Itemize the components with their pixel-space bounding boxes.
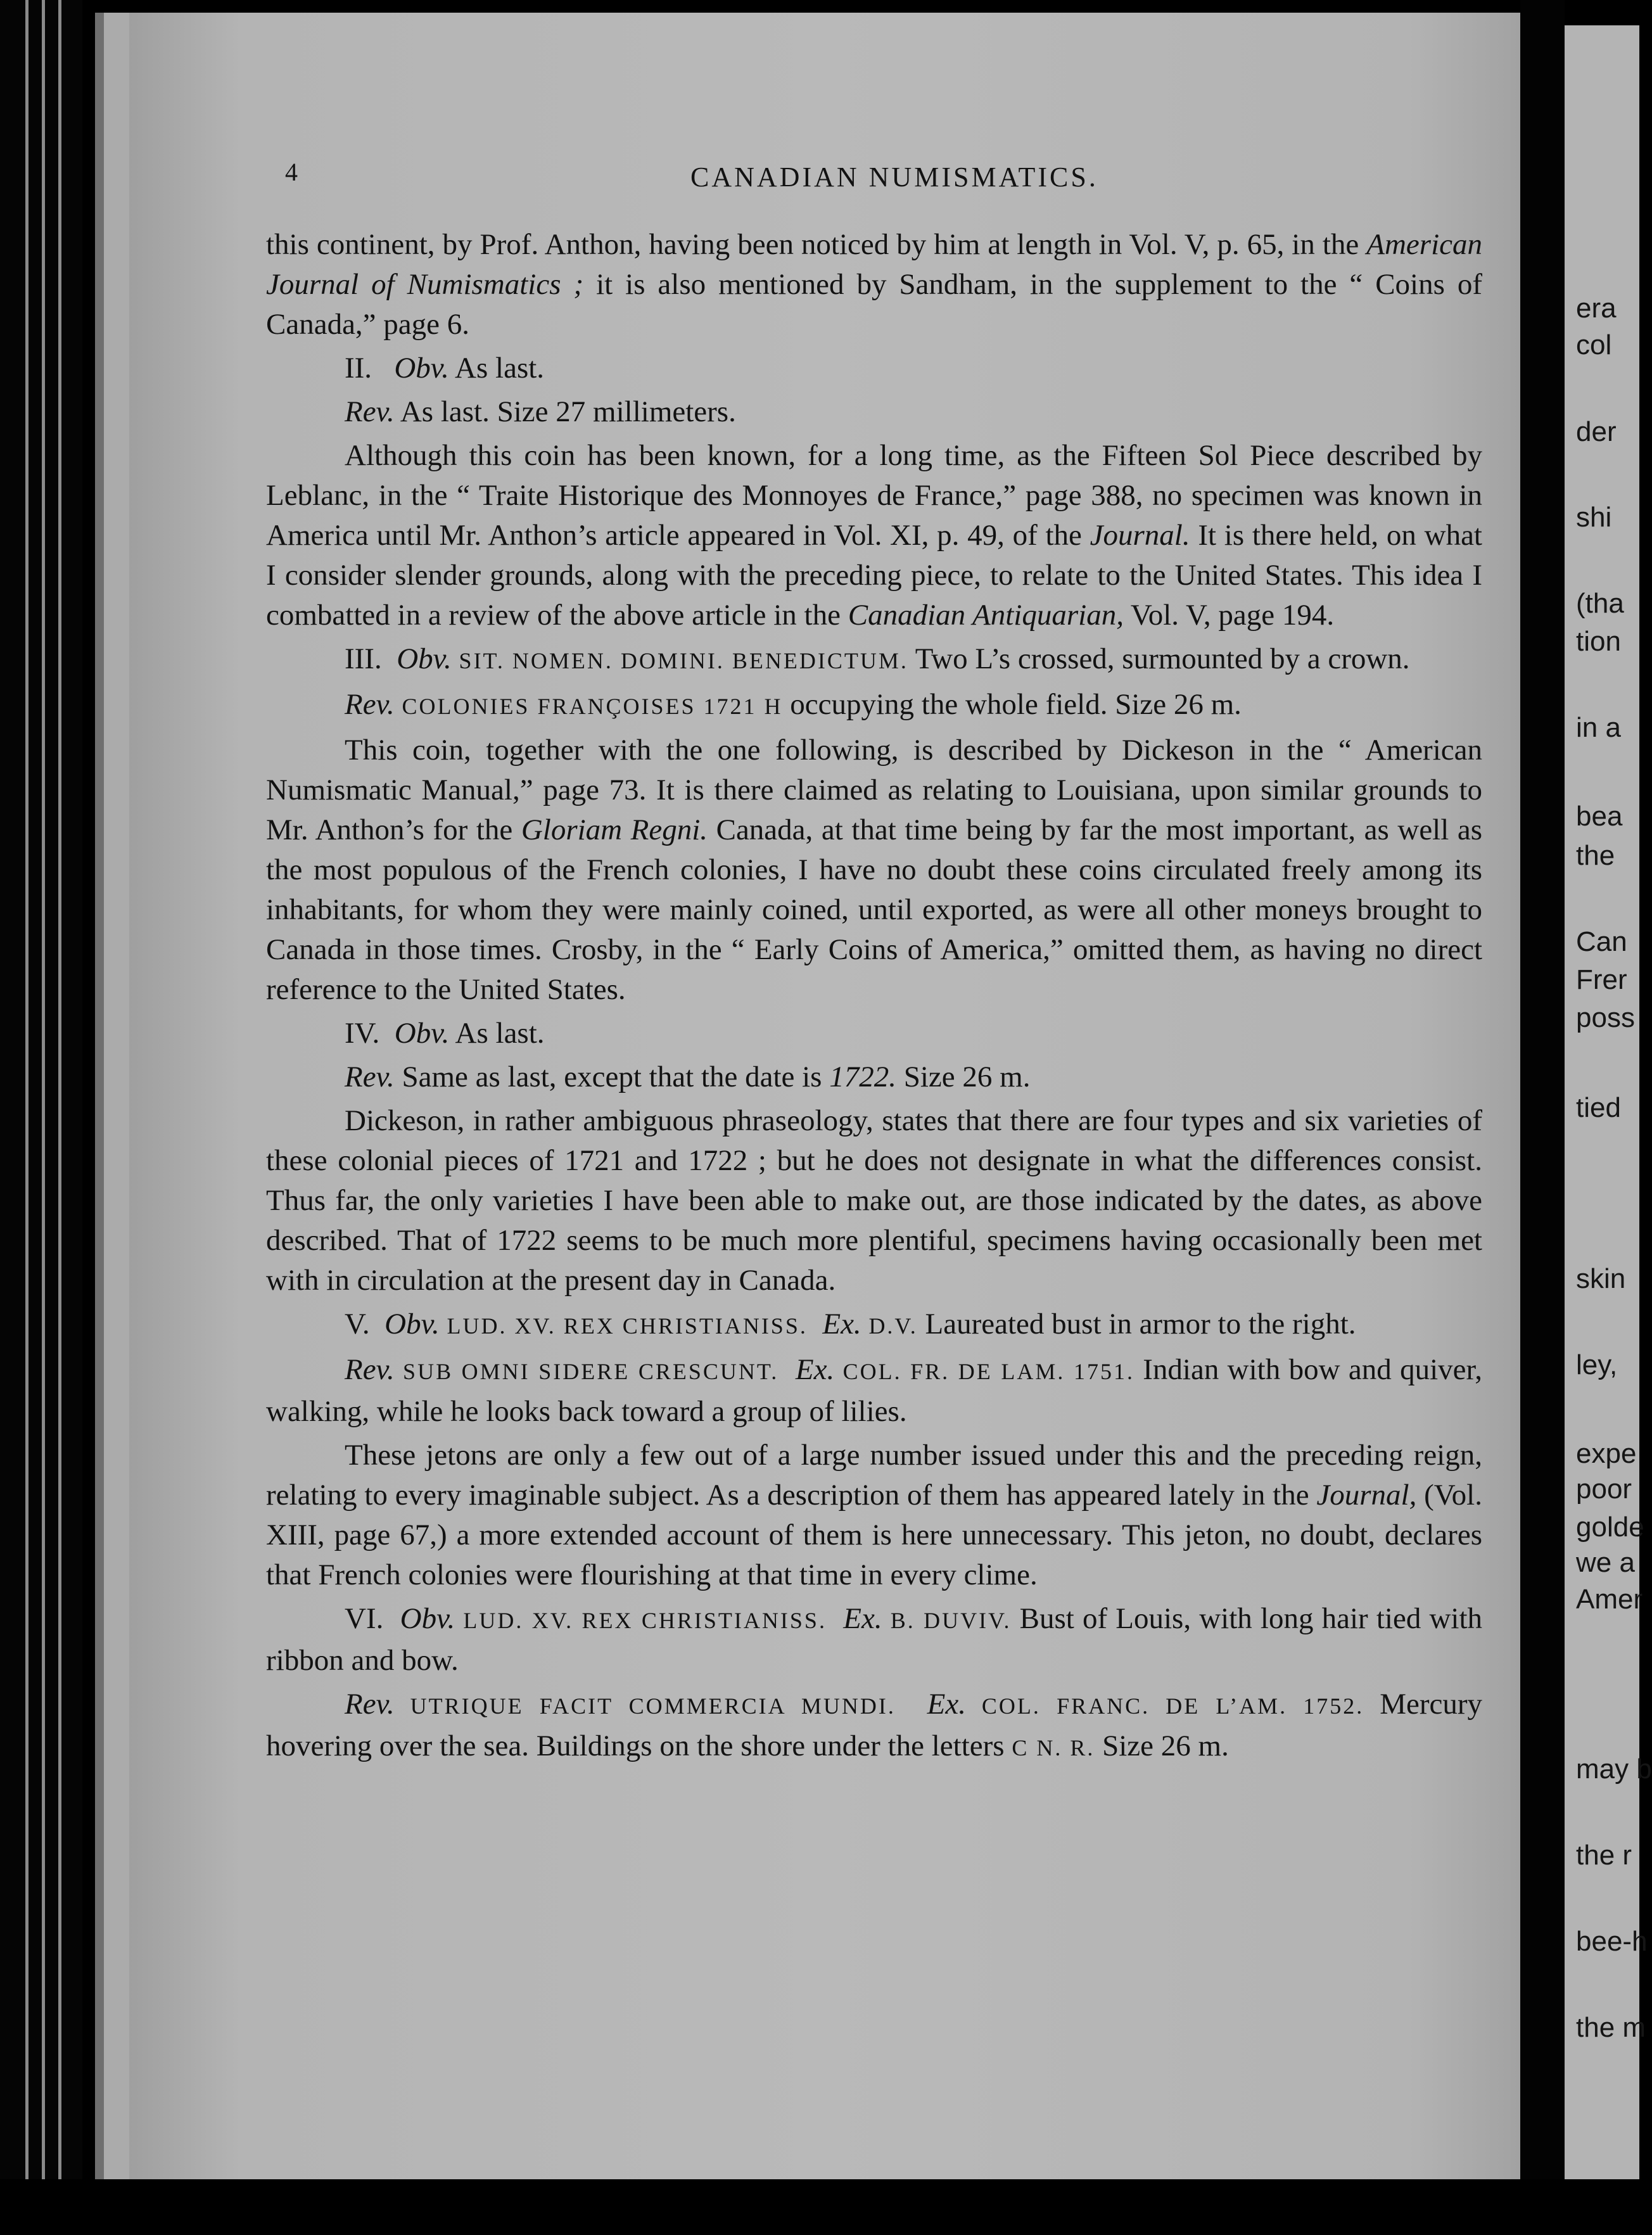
exergue-label: Ex.: [927, 1688, 966, 1721]
right-fragment: expe: [1576, 1438, 1637, 1469]
coin-date: 1722.: [829, 1060, 896, 1093]
text-run: (Vol. XIII, page 67,) a more extended account of them is here unnecessary. This jeton, no doubt, declares that French colonies were flourishing at that time in every clime.: [266, 1479, 1482, 1591]
entry-iii-reverse: [266, 685, 1482, 727]
paragraph-jetons: [266, 1436, 1482, 1595]
right-fragment: skin: [1576, 1263, 1626, 1294]
right-fragment: tion: [1576, 626, 1621, 657]
right-fragment: era: [1576, 293, 1617, 324]
obverse-label: Obv.: [400, 1602, 455, 1635]
entry-description: Bust of Louis, with long hair tied with ribbon and bow.: [266, 1602, 1483, 1677]
entry-description: Two L’s crossed, surmounted by a crown.: [908, 642, 1410, 675]
right-fragment: the m: [1576, 2012, 1646, 2043]
right-fragment: shi: [1576, 502, 1612, 533]
entry-description: Same as last, except that the date is: [394, 1060, 830, 1093]
text-run: Although this coin has been known, for a long time, as the Fifteen Sol Piece described by Leblanc, in the “ Traite Historique des Monnoyes de France,” page 388, no specimen was known in America until Mr. Anthon’s article appeared in Vol. XI, p. 49, of the: [266, 439, 1482, 552]
right-fragment: bee-h: [1576, 1926, 1648, 1957]
coin-legend: C N. R.: [1012, 1735, 1095, 1761]
reverse-label: Rev.: [345, 1060, 395, 1093]
right-fragment: Can: [1576, 926, 1627, 957]
entry-ii-obverse: [266, 348, 1482, 388]
obverse-label: Obv.: [384, 1308, 440, 1340]
right-fragment: may b: [1576, 1754, 1652, 1785]
entry-iv-reverse: [266, 1057, 1482, 1097]
reverse-label: Rev.: [345, 1688, 395, 1721]
reverse-label: Rev.: [345, 395, 395, 428]
article-body: [266, 225, 1482, 1768]
reverse-label: Rev.: [345, 688, 395, 721]
coin-legend: SUB OMNI SIDERE CRESCUNT.: [403, 1359, 779, 1384]
journal-title: Journal.: [1090, 519, 1190, 552]
entry-description: Laureated bust in armor to the right.: [917, 1308, 1356, 1340]
text-run: this continent, by Prof. Anthon, having been noticed by him at length in Vol. V, p. 65, in the: [266, 228, 1367, 261]
entry-number: VI.: [345, 1602, 384, 1635]
latin-phrase: Gloriam Regni.: [521, 813, 708, 846]
entry-v-obverse: [266, 1304, 1482, 1346]
right-fragment: the r: [1576, 1840, 1632, 1871]
entry-description: Size 26 m.: [896, 1060, 1031, 1093]
text-run: Vol. V, page 194.: [1123, 599, 1335, 632]
exergue-legend: D.V.: [868, 1313, 918, 1339]
coin-legend: UTRIQUE FACIT COMMERCIA MUNDI.: [410, 1693, 896, 1719]
binding-line: [42, 0, 45, 2235]
entry-number: II.: [345, 352, 372, 385]
text-run: Canada, at that time being by far the most important, as well as the most populous of the French colonies, I have no doubt these coins circulated freely among its inhabitants, for whom they were mainly coined, until exported, as were all other moneys brought to Canada in those times. Crosby, in the “ Early Coins of America,” omitted them, as having no direct reference to the United States.: [266, 813, 1483, 1006]
book-binding-edge: [0, 0, 82, 2235]
reverse-label: Rev.: [345, 1353, 395, 1386]
paragraph-continuation: [266, 225, 1482, 345]
right-fragment: Frer: [1576, 964, 1627, 995]
entry-number: V.: [345, 1308, 370, 1340]
entry-iv-obverse: [266, 1014, 1482, 1054]
exergue-label: Ex.: [843, 1602, 882, 1635]
coin-legend: LUD. XV. REX CHRISTIANISS.: [447, 1313, 808, 1339]
entry-description: As last.: [448, 352, 545, 385]
right-fragment: der: [1576, 416, 1617, 447]
right-fragment: ley,: [1576, 1349, 1618, 1380]
entry-description: occupying the whole field. Size 26 m.: [782, 688, 1242, 721]
exergue-label: Ex.: [795, 1353, 835, 1386]
entry-description: Mercury hovering over the sea. Buildings on the shore under the letters: [266, 1688, 1483, 1762]
right-fragment: we a: [1576, 1547, 1635, 1578]
entry-vi-obverse: [266, 1599, 1482, 1681]
right-fragment: golde: [1576, 1512, 1644, 1543]
entry-description: Size 26 m.: [1095, 1729, 1229, 1762]
journal-title: American Journal of Numismatics ;: [266, 228, 1482, 301]
exergue-label: Ex.: [822, 1308, 861, 1340]
paragraph-fifteen-sol: [266, 436, 1482, 635]
text-run: Dickeson, in rather ambiguous phraseology, states that there are four types and six varieties of these colonial pieces of 1721 and 1722 ; but he does not designate in what the differences consist. Thus far, the only varieties I have been able to make out, are those indicated by the dates, as above described. That of 1722 seems to be much more plentiful, specimens having occasionally been met with in circulation at the present day in Canada.: [266, 1104, 1482, 1297]
entry-number: IV.: [345, 1017, 380, 1050]
entry-vi-reverse: [266, 1684, 1482, 1768]
page-header: [285, 157, 1489, 201]
coin-legend: SIT. NOMEN. DOMINI. BENEDICTUM.: [459, 648, 908, 673]
coin-legend: COLONIES FRANÇOISES 1721 H: [402, 694, 783, 719]
exergue-legend: COL. FRANC. DE L’AM. 1752.: [981, 1693, 1364, 1719]
journal-title: Canadian Antiquarian,: [848, 599, 1124, 632]
right-fragment: Amer: [1576, 1584, 1643, 1615]
text-run: It is there held, on what I consider slender grounds, along with the preceding piece, to relate to the United States. This idea I combatted in a review of the above article in the: [266, 519, 1482, 632]
right-fragment: bea: [1576, 801, 1623, 832]
paragraph-dickeson-louisiana: [266, 730, 1482, 1010]
exergue-legend: COL. FR. DE LAM. 1751.: [842, 1359, 1134, 1384]
obverse-label: Obv.: [394, 1017, 450, 1050]
text-run: These jetons are only a few out of a large number issued under this and the preceding reign, relating to every imaginable subject. As a description of them has appeared lately in the: [266, 1439, 1482, 1512]
entry-v-reverse: [266, 1350, 1482, 1432]
obverse-label: Obv.: [394, 352, 449, 385]
entry-iii-obverse: [266, 639, 1482, 681]
paragraph-dickeson-varieties: [266, 1101, 1482, 1301]
right-fragment: the: [1576, 840, 1615, 871]
obverse-label: Obv.: [397, 642, 452, 675]
right-fragment: col: [1576, 329, 1612, 360]
right-page-text-fragments: [1576, 0, 1652, 2235]
scan-bottom-edge: [0, 2179, 1639, 2235]
running-head: CANADIAN NUMISMATICS.: [690, 162, 1098, 193]
book-gutter: [1520, 0, 1565, 2235]
exergue-legend: B. DUVIV.: [890, 1608, 1012, 1633]
right-fragment: poss: [1576, 1002, 1635, 1033]
entry-number: III.: [345, 642, 382, 675]
coin-legend: LUD. XV. REX CHRISTIANISS.: [463, 1608, 827, 1633]
right-fragment: poor: [1576, 1474, 1632, 1505]
page-number: 4: [285, 158, 298, 186]
binding-line: [25, 0, 29, 2235]
entry-ii-reverse: [266, 392, 1482, 432]
right-fragment: tied: [1576, 1092, 1621, 1123]
right-fragment: in a: [1576, 712, 1621, 743]
journal-title: Journal,: [1316, 1479, 1417, 1512]
right-fragment: (tha: [1576, 588, 1624, 619]
entry-description: As last. Size 27 millimeters.: [394, 395, 736, 428]
text-run: it is also mentioned by Sandham, in the supplement to the “ Coins of Canada,” page 6.: [266, 268, 1482, 341]
entry-description: Indian with bow and quiver, walking, while he looks back toward a group of lilies.: [266, 1353, 1483, 1428]
binding-line: [58, 0, 61, 2235]
entry-description: As last.: [449, 1017, 545, 1050]
text-run: This coin, together with the one following, is described by Dickeson in the “ American Numismatic Manual,” page 73. It is there claimed as relating to Louisiana, upon similar grounds to Mr. Anthon’s for the: [266, 734, 1482, 846]
